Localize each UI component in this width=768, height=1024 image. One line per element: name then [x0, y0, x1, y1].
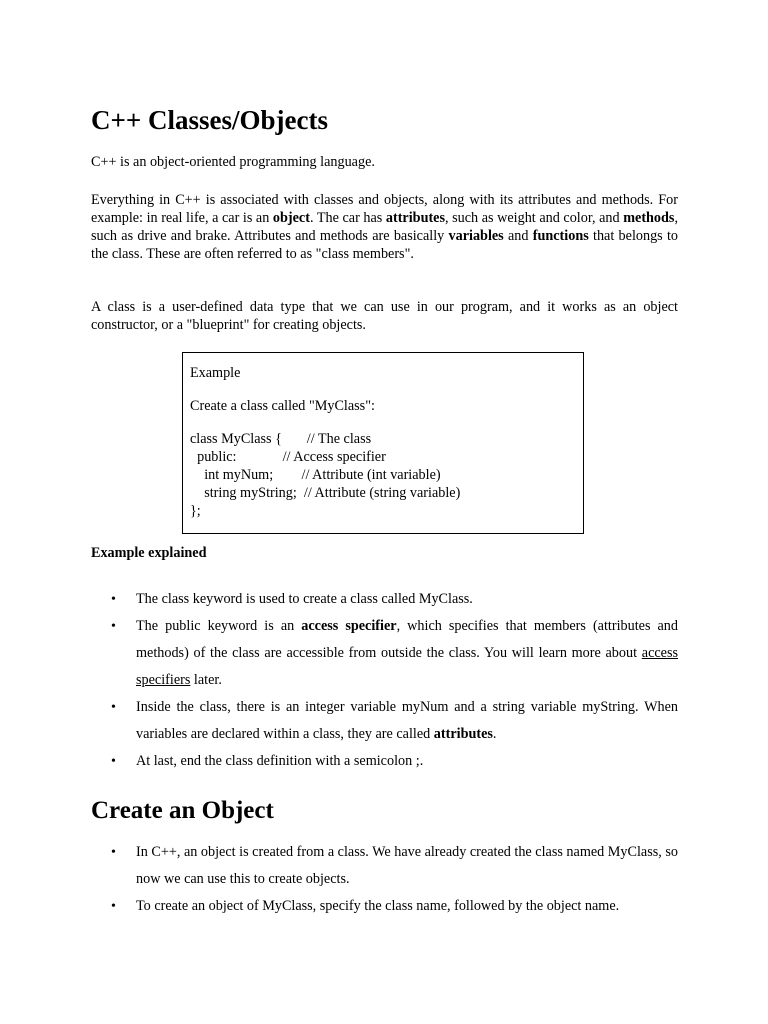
list-item: [91, 839, 678, 893]
intro-paragraph: C++ is an object-oriented programming language.: [91, 154, 375, 170]
bullet: •: [111, 845, 116, 860]
class-definition-paragraph: A class is a user-defined data type that we can use in our program, and it works as an object constructor, or a "blueprint" for creating objects.: [91, 299, 678, 333]
access-specifiers-link[interactable]: access specifiers: [136, 645, 678, 688]
bold-access-specifier: access specifier: [301, 618, 397, 634]
bullet: •: [111, 700, 116, 715]
code-line: int myNum; // Attribute (int variable): [190, 467, 441, 483]
text: The class keyword is used to create a class called MyClass.: [136, 591, 473, 607]
bullet: •: [111, 592, 116, 607]
list-item: [91, 893, 678, 920]
text: later.: [190, 672, 222, 688]
text: Inside the class, there is an integer variable myNum and a string variable myString. When variables are declared within a class, they are called: [136, 699, 678, 742]
bold-functions: functions: [532, 228, 589, 244]
bullet: •: [111, 619, 116, 634]
page-title: C++ Classes/Objects: [91, 105, 329, 135]
text: , which specifies that members (attributes and methods) of the class are accessible from outside the class. You will learn more about: [136, 618, 678, 661]
text: To create an object of MyClass, specify the class name, followed by the object name.: [136, 898, 620, 914]
code-line: };: [190, 503, 201, 519]
list-item: [91, 613, 678, 694]
example-heading: Example: [190, 365, 241, 381]
code-line: string myString; // Attribute (string variable): [190, 485, 461, 501]
code-line: public: // Access specifier: [190, 449, 386, 465]
bold-methods: methods: [623, 210, 675, 226]
text: The public keyword is an: [136, 618, 302, 634]
list-item: [91, 694, 678, 748]
text: At last, end the class definition with a semicolon ;.: [136, 753, 424, 769]
example-explained-heading: Example explained: [91, 545, 207, 561]
text: .: [492, 726, 497, 742]
text: , such as weight and color, and: [445, 210, 624, 226]
section-title-create-object: Create an Object: [91, 797, 274, 824]
code-line: class MyClass { // The class: [190, 431, 372, 447]
create-object-bullet-list: [91, 839, 678, 920]
bold-object: object: [272, 210, 310, 226]
example-caption: Create a class called "MyClass":: [190, 398, 375, 414]
list-item: [91, 748, 678, 775]
classes-objects-paragraph: [91, 191, 678, 263]
bold-attributes: attributes: [433, 726, 493, 742]
bullet: •: [111, 754, 116, 769]
bullet: •: [111, 899, 116, 914]
text: and: [503, 228, 533, 244]
explained-bullet-list: [91, 586, 678, 775]
text: . The car has: [309, 210, 386, 226]
text: , such as drive and brake. Attributes and methods are basically: [91, 210, 678, 244]
bold-attributes: attributes: [385, 210, 445, 226]
example-box: [182, 352, 584, 534]
list-item: [91, 586, 678, 613]
text: Everything in C++ is associated with classes and objects, along with its attributes and methods. For example: in real life, a car is an: [91, 192, 678, 226]
bold-variables: variables: [448, 228, 504, 244]
text: In C++, an object is created from a class. We have already created the class named MyClass, so now we can use this to create objects.: [136, 844, 678, 887]
text: that belongs to the class. These are often referred to as "class members".: [91, 228, 679, 262]
